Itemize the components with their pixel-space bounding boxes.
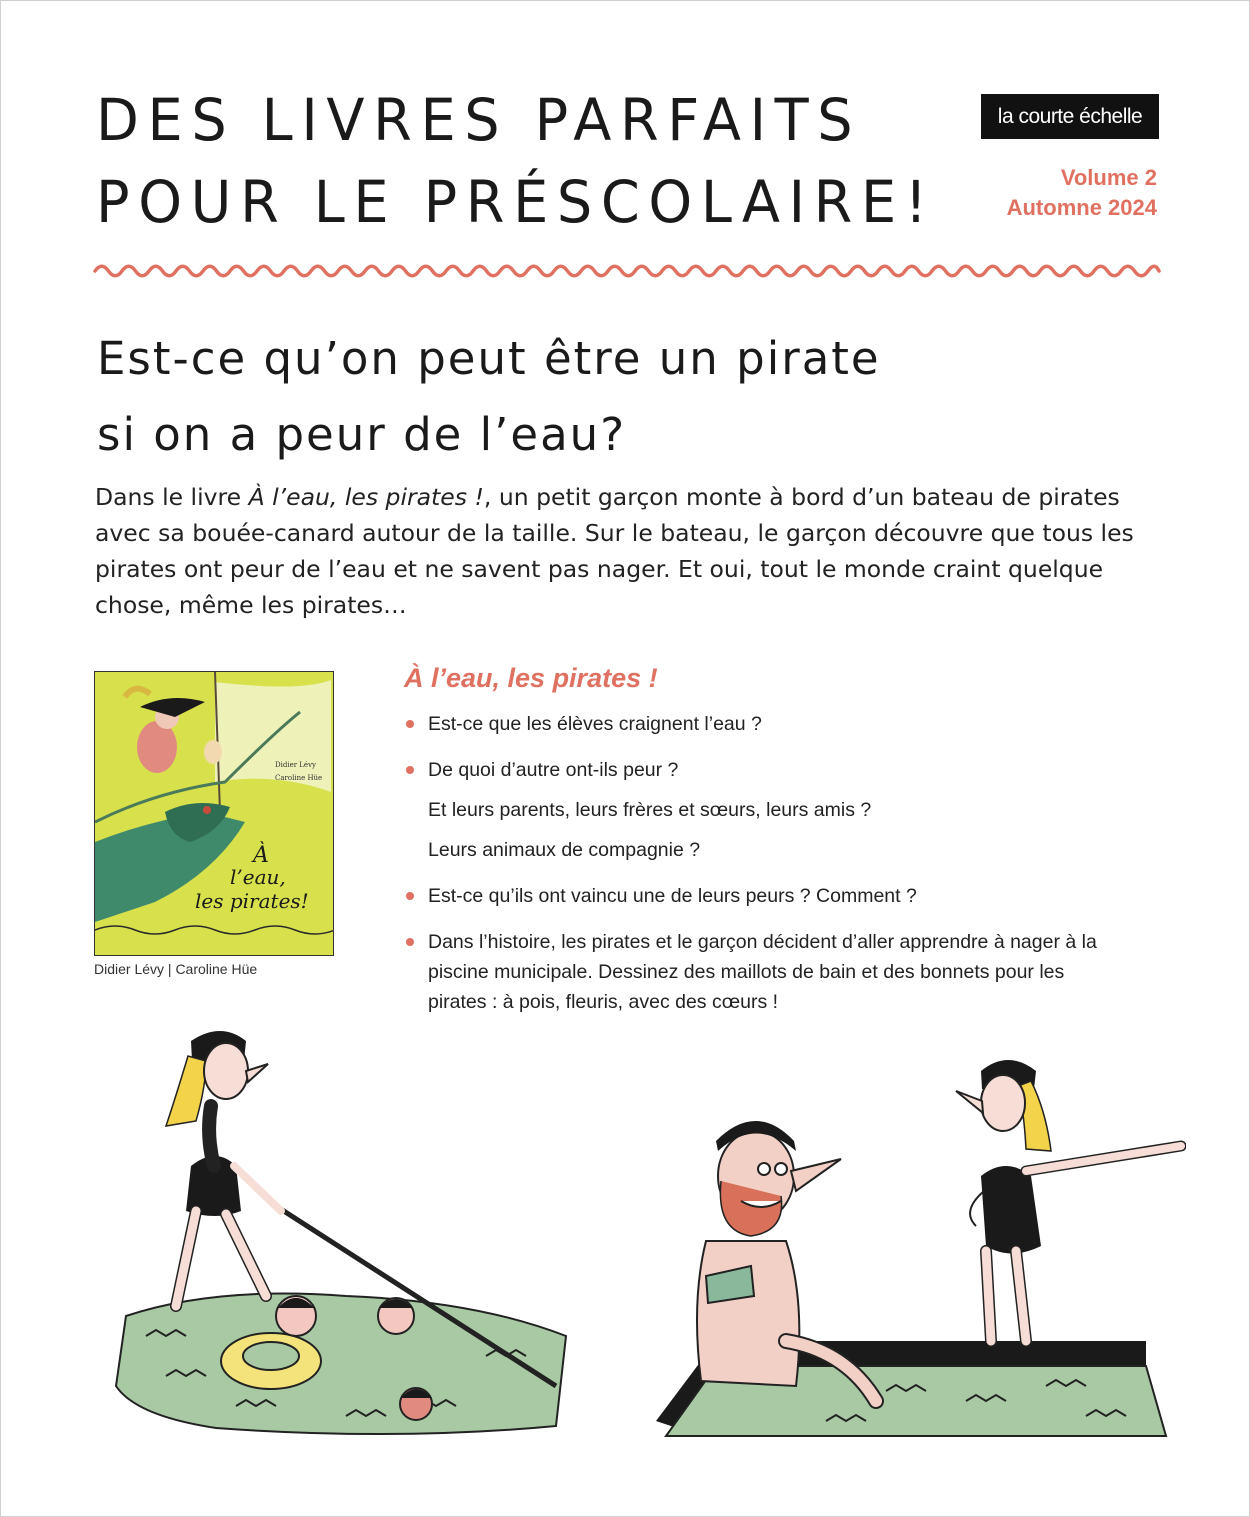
volume-label: Volume 2 [1060, 165, 1157, 190]
list-item-continuation [406, 795, 1126, 825]
question-line-2: si on a peur de l’eau? [97, 408, 627, 461]
list-item [406, 755, 1126, 785]
intro-paragraph [95, 479, 1165, 623]
question-text: Leurs animaux de compagnie ? [428, 839, 701, 861]
question-text: De quoi d’autre ont-ils peur ? [428, 759, 679, 781]
question-heading [97, 321, 881, 473]
pool-illustration-right [646, 1041, 1186, 1441]
list-item [406, 881, 1126, 911]
cover-illustrator: Caroline Hüe [275, 774, 323, 782]
season-label: Automne 2024 [1006, 195, 1157, 220]
book-title-heading: À l’eau, les pirates ! [404, 663, 658, 693]
cover-title-line-2: l’eau, [230, 865, 286, 889]
intro-book-title: À l’eau, les pirates ! [248, 483, 484, 511]
intro-text-before: Dans le livre [95, 483, 249, 511]
cover-title-line-3: les pirates! [195, 889, 309, 913]
bullet-icon [406, 938, 414, 946]
main-title-line-1: DES LIVRES PARFAITS [96, 86, 862, 154]
main-title [96, 79, 936, 243]
question-text: Est-ce qu’ils ont vaincu une de leurs peurs ? Comment ? [428, 885, 917, 907]
publisher-logo: la courte échelle [981, 94, 1159, 139]
book-cover-illustration [95, 672, 333, 955]
book-cover [94, 671, 334, 956]
list-item-continuation [406, 835, 1126, 865]
question-text: Dans l’histoire, les pirates et le garçon décident d’aller apprendre à nager à la piscine municipale. Dessinez des maillots de bain et des bonnets pour les pirates : à pois, fleuris, avec des cœurs ! [428, 931, 1097, 1013]
cover-author: Didier Lévy [275, 761, 316, 769]
wavy-divider [93, 259, 1161, 283]
pool-illustration-left [96, 1016, 596, 1441]
bullet-icon [406, 720, 414, 728]
main-title-line-2: POUR LE PRÉSCOLAIRE! [96, 168, 936, 236]
cover-title-line-1: À [253, 843, 269, 868]
bullet-icon [406, 766, 414, 774]
cover-caption: Didier Lévy | Caroline Hüe [94, 961, 258, 977]
volume-info [1007, 163, 1157, 223]
question-line-1: Est-ce qu’on peut être un pirate [97, 332, 881, 385]
question-text: Est-ce que les élèves craignent l’eau ? [428, 713, 762, 735]
bullet-icon [406, 892, 414, 900]
list-item [406, 709, 1126, 739]
intro-text-after: , un petit garçon monte à bord d’un bateau de pirates avec sa bouée-canard autour de la taille. Sur le bateau, le garçon découvre que tous les pirates ont peur de l’eau et ne savent pas nager. Et oui, tout le monde craint quelque chose, même les pirates… [95, 483, 1134, 619]
question-text: Et leurs parents, leurs frères et sœurs, leurs amis ? [428, 799, 872, 821]
list-item [406, 927, 1126, 1017]
questions-list [406, 709, 1126, 1033]
